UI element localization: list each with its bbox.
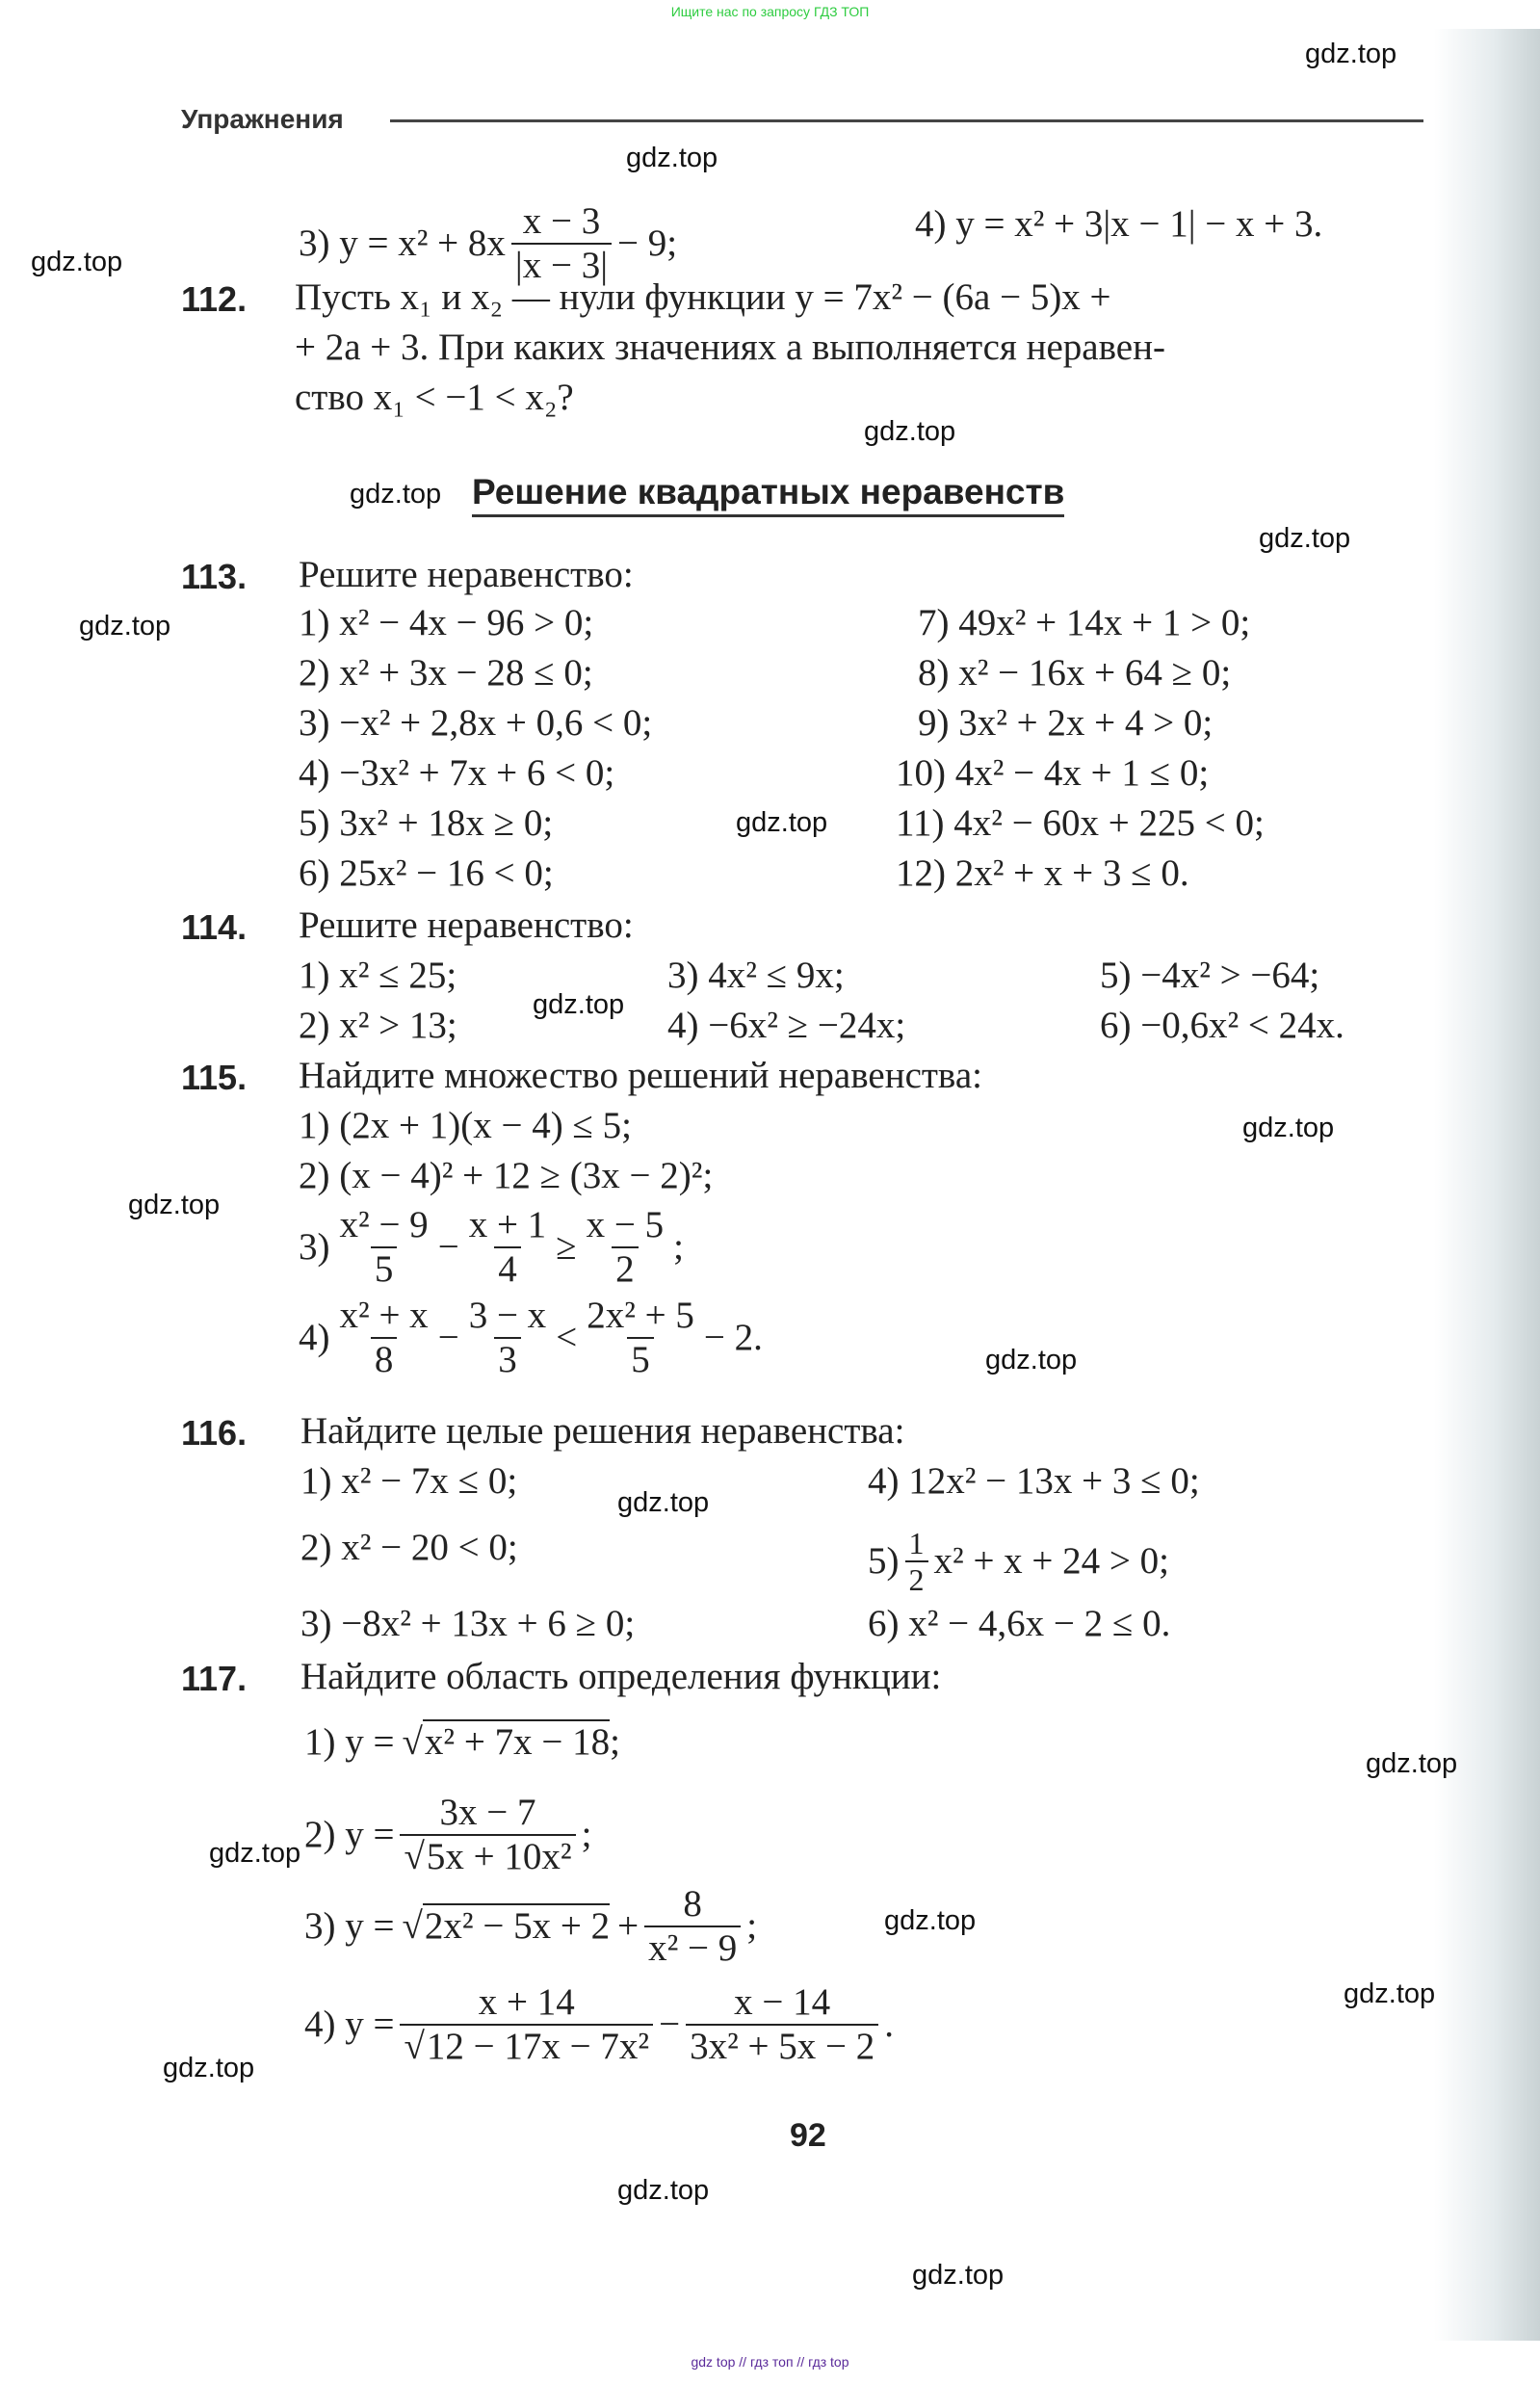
numerator: x − 5 [586,1204,665,1245]
list-item: 2) x² − 20 < 0; [300,1527,518,1568]
exercise-task: Найдите целые решения неравенства: [300,1410,905,1452]
list-item: 6) x² − 4,6x − 2 ≤ 0. [868,1603,1171,1644]
watermark: gdz.top [79,611,171,642]
list-item: 3) −x² + 2,8x + 0,6 < 0; [299,702,653,744]
page-edge-shadow [1434,29,1540,2341]
fraction [400,1792,575,1878]
item-label: 1) y = [304,1721,395,1763]
list-item: 9) 3x² + 2x + 4 > 0; [918,702,1214,744]
fraction [465,1204,551,1291]
list-item: 2) x² + 3x − 28 ≤ 0; [299,652,593,694]
operator: − [437,1317,459,1358]
fraction [336,1295,432,1381]
fraction [400,1981,653,2068]
radicand: 5x + 10x² [426,1836,572,1877]
list-item [304,1883,757,1970]
radicand: x² + 7x − 18 [424,1721,611,1763]
list-item: 3) −8x² + 13x + 6 ≥ 0; [300,1603,636,1644]
exercise-task: Найдите область определения функции: [300,1656,942,1697]
list-item: 4) 12x² − 13x + 3 ≤ 0; [868,1460,1200,1502]
list-item [868,1526,1169,1597]
list-item: 12) 2x² + x + 3 ≤ 0. [896,852,1189,894]
numerator: 8 [683,1883,702,1925]
square-root: √2x² − 5x + 2 [402,1905,611,1947]
exercise-task: Найдите множество решений неравенства: [299,1055,982,1096]
list-item [304,1981,894,2068]
header-rule [390,119,1423,122]
denominator: √12 − 17x − 7x² [400,2024,653,2068]
exercise-number: 116. [181,1413,248,1453]
list-item: 5) −4x² > −64; [1100,955,1320,996]
page-number: 92 [790,2117,826,2154]
fraction [644,1883,741,1970]
section-title: Решение квадратных неравенств [472,472,1064,517]
exercise-number: 115. [181,1058,248,1097]
list-item: 5) 3x² + 18x ≥ 0; [299,802,554,844]
list-item: 10) 4x² − 4x + 1 ≤ 0; [896,752,1210,794]
list-item: 6) 25x² − 16 < 0; [299,852,554,894]
watermark: gdz.top [1259,523,1351,554]
list-item [304,1720,620,1765]
watermark: gdz.top [1366,1748,1458,1779]
numerator: 1 [908,1526,925,1560]
item-label: 4) [299,1317,330,1358]
item-label: 3) y = [304,1905,395,1947]
list-item: 1) (2x + 1)(x − 4) ≤ 5; [299,1105,632,1146]
list-item [299,1295,763,1381]
fraction [336,1204,432,1291]
operator: − [437,1226,459,1268]
fraction [686,1981,878,2068]
denominator: 2 [905,1560,928,1597]
numerator: x² + x [339,1295,429,1336]
formula-text: 3) y = x² + 8x [299,223,506,264]
list-item: 1) x² ≤ 25; [299,955,457,996]
list-item [304,1792,591,1878]
watermark: gdz.top [1305,39,1397,69]
section-header: Упражнения [181,104,344,134]
numerator: x + 14 [478,1981,575,2023]
list-item: 8) x² − 16x + 64 ≥ 0; [918,652,1232,694]
square-root: √x² + 7x − 18 [402,1721,611,1763]
numerator: 2x² + 5 [587,1295,694,1336]
formula-text: − 9; [617,223,678,264]
formula-text: x² + x + 24 > 0; [933,1540,1170,1582]
item-label: 3) [299,1226,330,1268]
denominator: 3x² + 5x − 2 [686,2024,878,2068]
numerator: 3x − 7 [439,1792,536,1833]
numerator: 3 − x [468,1295,547,1336]
denominator: √5x + 10x² [400,1834,575,1878]
radicand: 12 − 17x − 7x² [426,2026,650,2067]
watermark: gdz.top [31,247,123,277]
fraction [511,200,612,287]
fraction [465,1295,551,1381]
denominator: 8 [371,1337,398,1381]
operator: < [556,1317,578,1358]
exercise-112-line: + 2a + 3. При каких значениях a выполняется неравен- [295,327,1165,368]
footer-links[interactable]: gdz top // гдз топ // гдз top [691,2354,849,2370]
list-item [299,1204,684,1291]
denominator: 4 [494,1246,521,1291]
list-item: 3) 4x² ≤ 9x; [667,955,845,996]
denominator: 3 [494,1337,521,1381]
top-note[interactable]: Ищите нас по запросу ГДЗ ТОП [670,4,870,19]
exercise-112-line: ство x₁ < −1 < x₂? [295,377,574,418]
watermark: gdz.top [626,143,718,173]
list-item: 4) −6x² ≥ −24x; [667,1005,906,1046]
exercise-task: Решите неравенство: [299,554,634,595]
watermark: gdz.top [1344,1978,1436,2009]
denominator: x² − 9 [644,1926,741,1970]
formula-text: − 2. [703,1317,763,1358]
exercise-111-item-4: 4) y = x² + 3|x − 1| − x + 3. [915,203,1323,245]
watermark: gdz.top [209,1838,301,1869]
operator: ≥ [556,1226,577,1268]
watermark: gdz.top [533,989,625,1020]
item-label: 5) [868,1540,900,1582]
denominator: 5 [371,1246,398,1291]
item-label: 4) y = [304,2004,395,2045]
exercise-number: 114. [181,907,248,947]
exercise-111-item-3 [299,200,677,287]
watermark: gdz.top [864,416,956,447]
formula-text: ; [610,1721,620,1763]
list-item: 11) 4x² − 60x + 225 < 0; [896,802,1265,844]
fraction [583,1295,698,1381]
formula-text: ; [581,1814,592,1855]
list-item: 1) x² − 4x − 96 > 0; [299,602,594,643]
watermark: gdz.top [1242,1113,1335,1143]
list-item: 7) 49x² + 14x + 1 > 0; [918,602,1251,643]
exercise-number: 113. [181,557,248,596]
numerator: x − 14 [734,1981,831,2023]
watermark: gdz.top [163,2053,255,2083]
watermark: gdz.top [884,1905,977,1936]
numerator: x − 3 [522,200,601,242]
list-item: 2) x² > 13; [299,1005,457,1046]
fraction [905,1526,928,1597]
denominator: |x − 3| [511,243,612,287]
list-item: 2) (x − 4)² + 12 ≥ (3x − 2)²; [299,1155,714,1196]
exercise-112-line: Пусть x₁ и x₂ — нули функции y = 7x² − (6a − 5)x + [295,276,1111,318]
radicand: 2x² − 5x + 2 [424,1905,611,1947]
watermark: gdz.top [736,807,828,838]
list-item: 4) −3x² + 7x + 6 < 0; [299,752,615,794]
watermark: gdz.top [617,1487,710,1518]
exercise-number: 112. [181,279,248,319]
formula-text: ; [673,1226,684,1268]
watermark: gdz.top [912,2260,1005,2291]
fraction [583,1204,668,1291]
formula-text: ; [746,1905,758,1947]
operator: + [617,1905,639,1947]
item-label: 2) y = [304,1814,395,1855]
watermark: gdz.top [617,2175,710,2206]
exercise-number: 117. [181,1659,248,1698]
operator: − [659,2004,681,2045]
numerator: x + 1 [468,1204,547,1245]
list-item: 1) x² − 7x ≤ 0; [300,1460,518,1502]
list-item: 6) −0,6x² < 24x. [1100,1005,1344,1046]
numerator: x² − 9 [339,1204,429,1245]
watermark: gdz.top [350,479,442,510]
denominator: 5 [627,1337,654,1381]
watermark: gdz.top [128,1190,221,1220]
watermark: gdz.top [985,1345,1078,1375]
formula-text: . [884,2004,895,2045]
exercise-task: Решите неравенство: [299,904,634,946]
denominator: 2 [612,1246,639,1291]
